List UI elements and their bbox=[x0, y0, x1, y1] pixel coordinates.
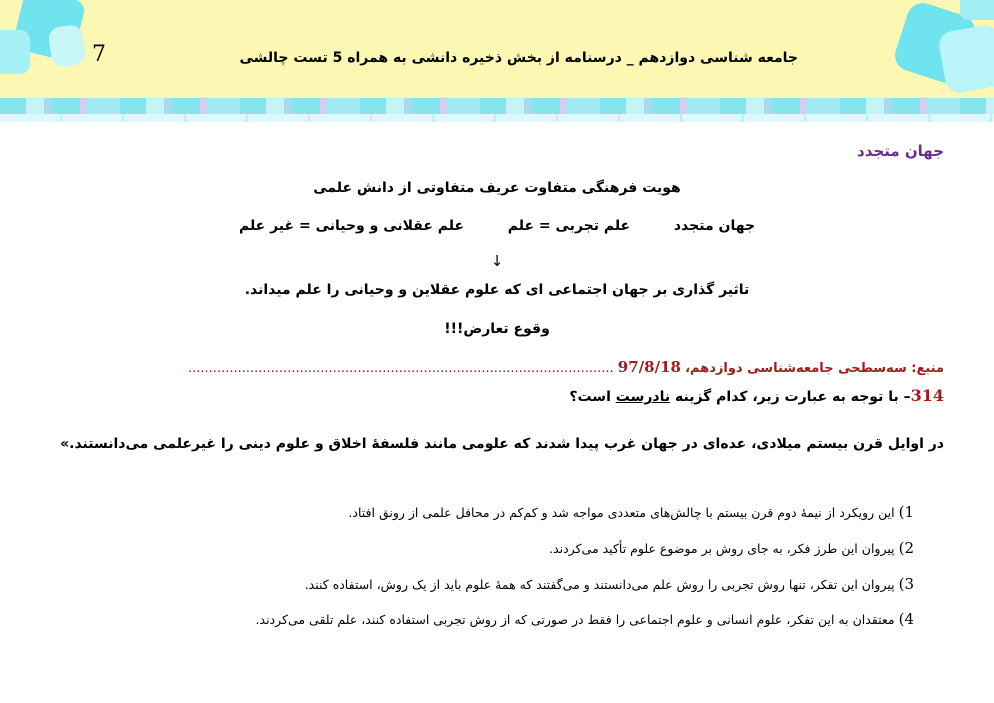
concept-empirical-science: علم تجربی = علم bbox=[507, 218, 631, 234]
concept-line-2 bbox=[0, 218, 994, 234]
concept-line-4: وقوع تعارض!!! bbox=[444, 321, 550, 337]
concept-line-1: هویت فرهنگی متفاوت عریف متفاوتی از دانش علمی bbox=[313, 180, 681, 196]
option-number: 1) bbox=[898, 503, 914, 521]
question-text-before: با توجه به عبارت زیر، کدام گزینه bbox=[670, 389, 899, 405]
concept-line-3: تاثیر گذاری بر جهان اجتماعی ای که علوم عقلاین و وحیانی را علم میداند. bbox=[244, 282, 750, 298]
source-line bbox=[48, 358, 944, 376]
decorative-square-shape bbox=[47, 24, 86, 68]
option-text: پیروان این طرز فکر، به جای روش بر موضوع علوم تأکید می‌کردند. bbox=[549, 541, 895, 556]
option-number: 3) bbox=[898, 575, 914, 593]
page-header bbox=[0, 0, 994, 122]
option-text: پیروان این تفکر، تنها روش تجربی را روش علم می‌دانستند و می‌گفتند که همهٔ علوم باید از یک روش، استفاده کنند. bbox=[304, 577, 895, 592]
concept-rational-revelatory: علم عقلانی و وحیانی = غیر علم bbox=[238, 218, 465, 234]
option-4[interactable] bbox=[256, 610, 914, 628]
decorative-square-shape bbox=[937, 23, 994, 94]
option-3[interactable] bbox=[305, 575, 914, 593]
question-body: در اوایل قرن بیستم میلادی، عده‌ای در جهان غرب پیدا شدند که علومی مانند فلسفهٔ اخلاق و علوم دینی را غیرعلمی می‌دانستند.» bbox=[60, 436, 944, 452]
option-number: 2) bbox=[898, 539, 914, 557]
source-code: 97/8/18 bbox=[617, 358, 681, 376]
header-title: جامعه شناسی دوازدهم _ درسنامه از بخش ذخیره دانشی به همراه 5 تست چالشی bbox=[239, 50, 798, 66]
question-prompt bbox=[569, 386, 944, 405]
question-dash: – bbox=[898, 389, 911, 405]
page-number: 7 bbox=[92, 42, 106, 67]
decorative-square-shape bbox=[960, 0, 994, 20]
concept-modern-world: جهان متجدد bbox=[673, 218, 756, 234]
option-number: 4) bbox=[898, 610, 914, 628]
source-dots: ....................................................................................................... bbox=[188, 361, 614, 376]
option-text: این رویکرد از نیمهٔ دوم قرن بیستم با چالش‌های متعددی مواجه شد و کم‌کم در محافل علمی از رونق افتاد. bbox=[348, 505, 895, 520]
down-arrow-icon: ↓ bbox=[490, 252, 504, 270]
question-underlined-word: نادرست bbox=[615, 389, 671, 405]
question-text-after: است؟ bbox=[569, 389, 616, 405]
decorative-stripe bbox=[0, 114, 994, 122]
option-2[interactable] bbox=[549, 539, 914, 557]
section-title: جهان متجدد bbox=[857, 142, 944, 160]
decorative-stripe bbox=[0, 98, 994, 114]
question-number: 314 bbox=[910, 386, 944, 405]
source-label: منبع: سه‌سطحی جامعه‌شناسی دوازدهم، bbox=[685, 361, 944, 376]
decorative-square-shape bbox=[0, 30, 30, 74]
option-1[interactable] bbox=[348, 503, 914, 521]
option-text: معتقدان به این تفکر، علوم انسانی و علوم اجتماعی را فقط در صورتی که از روش تجربی استفاده کنند، علم تلقی می‌کردند. bbox=[255, 612, 895, 627]
